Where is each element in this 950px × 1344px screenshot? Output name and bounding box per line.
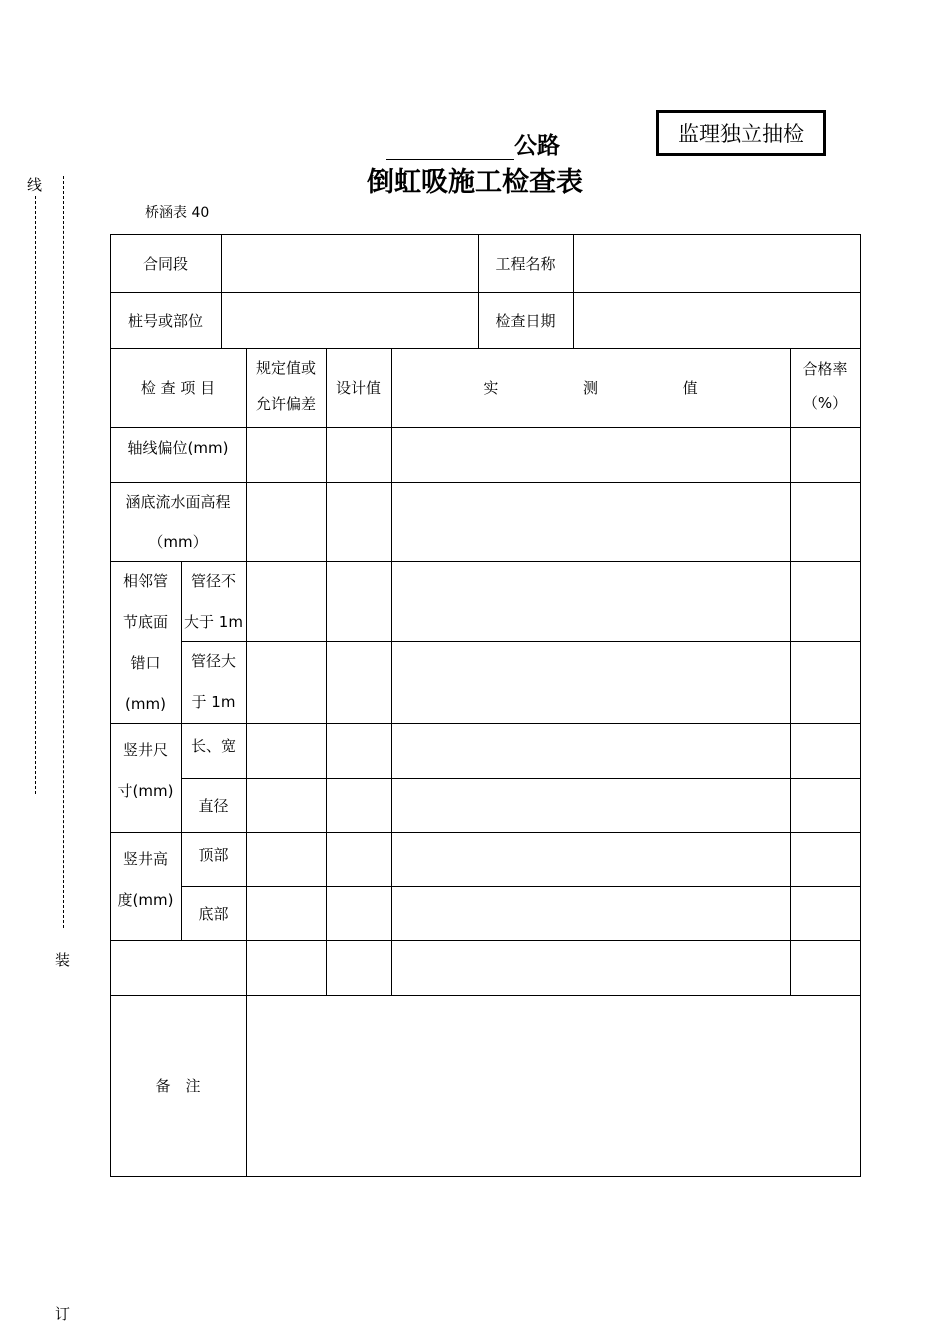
margin-mark-ding: 订 — [55, 1305, 71, 1323]
row-group-shaft-size-line1: 竖井尺 — [122, 741, 168, 759]
col-header-spec — [246, 348, 326, 427]
col-header-pass-rate — [790, 348, 860, 427]
contract-value-field[interactable] — [222, 235, 478, 292]
project-value-field[interactable] — [574, 235, 860, 292]
row-label-axis-offset: 轴线偏位(mm) — [127, 438, 229, 457]
row-label-pipe-small-line1: 管径不 — [190, 572, 236, 590]
row-group-shaft-height-line1: 竖井高 — [122, 850, 168, 868]
col-header-item: 检 查 项 目 — [140, 379, 216, 397]
binding-line-left — [35, 196, 36, 794]
row-group-pipe-line1: 相邻管 — [122, 572, 168, 590]
row-group-pipe-line4: (mm) — [125, 695, 166, 713]
row-label-shaft-top: 顶部 — [198, 845, 229, 864]
row-group-pipe-line2: 节底面 — [122, 613, 168, 631]
col-header-spec-line2: 允许偏差 — [255, 395, 316, 413]
form-grid — [110, 234, 861, 1177]
supervision-stamp: 监理独立抽检 — [656, 110, 826, 156]
row-group-shaft-size — [110, 723, 181, 832]
road-suffix: 公路 — [514, 133, 560, 159]
row-label-pipe-small-line2: 大于 1m — [184, 613, 243, 631]
row-label-shaft-length-width: 长、宽 — [190, 736, 236, 755]
margin-mark-xian: 线 — [27, 176, 43, 194]
contract-label: 合同段 — [142, 254, 188, 273]
row-group-shaft-height-line2: 度(mm) — [117, 891, 174, 909]
col-header-spec-line1: 规定值或 — [255, 359, 316, 377]
road-title — [386, 131, 586, 161]
row-label-pipe-large-line1: 管径大 — [190, 652, 236, 670]
station-label: 桩号或部位 — [127, 311, 203, 330]
col-header-pass-rate-line1: 合格率 — [802, 360, 848, 378]
col-header-measured-2: 测 — [582, 379, 598, 397]
row-label-culvert-elevation — [110, 482, 246, 561]
row-label-shaft-bottom: 底部 — [198, 904, 229, 923]
row-label-shaft-diameter: 直径 — [198, 796, 229, 815]
col-header-measured-1: 实 — [483, 379, 499, 397]
row-group-pipe-line3: 错口 — [130, 654, 161, 672]
remarks-field[interactable] — [247, 996, 860, 1176]
project-label: 工程名称 — [495, 254, 556, 273]
row-label-pipe-small — [181, 561, 246, 641]
row-label-pipe-large-line2: 于 1m — [191, 693, 236, 711]
row-label-pipe-large — [181, 641, 246, 723]
date-value-field[interactable] — [574, 293, 860, 348]
row-label-culvert-elevation-line1: 涵底流水面高程 — [125, 493, 231, 511]
col-header-measured — [391, 348, 790, 427]
row-group-shaft-size-line2: 寸(mm) — [117, 782, 174, 800]
date-label: 检查日期 — [495, 311, 556, 330]
row-group-pipe-misalignment — [110, 561, 181, 723]
remarks-label: 备 注 — [155, 1077, 201, 1095]
binding-line-right — [63, 176, 64, 928]
margin-mark-zhuang: 装 — [55, 951, 71, 969]
form-id: 桥涵表 40 — [145, 205, 210, 221]
road-name-blank[interactable] — [386, 131, 514, 160]
col-header-measured-3: 值 — [682, 379, 698, 397]
page-title: 倒虹吸施工检查表 — [367, 167, 583, 198]
col-header-design: 设计值 — [335, 379, 381, 397]
row-group-shaft-height — [110, 832, 181, 940]
station-value-field[interactable] — [222, 293, 478, 348]
row-label-culvert-elevation-line2: （mm） — [148, 533, 208, 551]
col-header-pass-rate-line2: （%） — [802, 394, 848, 412]
